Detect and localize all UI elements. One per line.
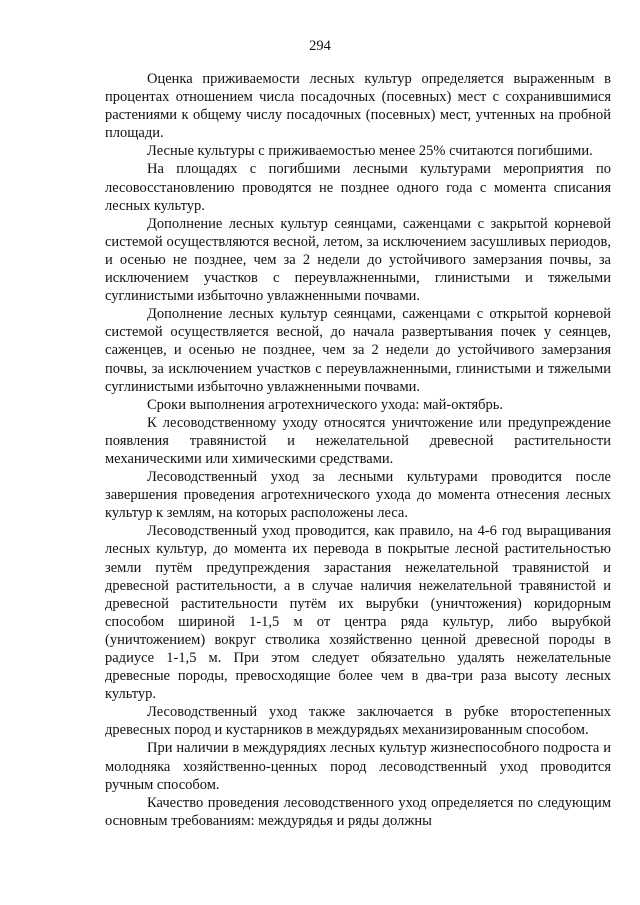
paragraph: Лесоводственный уход проводится, как правило, на 4-6 год выращивания лесных культур, до момента их перевода в покрытые лесной растительностью земли путём предупреждения зарастания нежелательной травянистой и древесной растительности, а в случае наличия нежелательной травянистой и древесной растительности путём их вырубки (уничтожения) коридорным способом шириной 1-1,5 м от центра ряда культур, либо вырубкой (уничтожением) вокруг стволика хозяйственно ценной древесной породы в радиусе 1-1,5 м. При этом следует обязательно удалять нежелательные древесные породы, превосходящие более чем в два-три раза высоту лесных культур.: [105, 523, 611, 703]
paragraph: Лесные культуры с приживаемостью менее 25% считаются погибшими.: [147, 143, 593, 160]
paragraph: При наличии в междурядиях лесных культур жизнеспособного подроста и молодняка хозяйственно-ценных пород лесоводственный уход проводится ручным способом.: [105, 740, 611, 793]
paragraph: На площадях с погибшими лесными культурами мероприятия по лесовосстановлению проводятся не позднее одного года с момента списания лесных культур.: [105, 161, 611, 214]
paragraph: Сроки выполнения агротехнического ухода: май-октябрь.: [147, 396, 503, 413]
body-text: [105, 70, 611, 830]
page-number: 294: [309, 38, 331, 54]
paragraph: Лесоводственный уход также заключается в рубке второстепенных древесных пород и кустарников в междурядьях механизированным способом.: [105, 704, 611, 739]
paragraph: Лесоводственный уход за лесными культурами проводится после завершения проведения агротехнического ухода до момента отнесения лесных культур к землям, на которых расположены леса.: [105, 469, 611, 522]
paragraph: Оценка приживаемости лесных культур определяется выраженным в процентах отношением числа посадочных (посевных) мест с сохранившимися растениями к общему числу посадочных (посевных) мест, учтенных на пробной площади.: [105, 71, 611, 142]
paragraph: Качество проведения лесоводственного уход определяется по следующим основным требованиям: междурядья и ряды должны: [105, 794, 611, 829]
paragraph: К лесоводственному уходу относятся уничтожение или предупреждение появления травянистой и нежелательной древесной растительности механическими или химическими средствами.: [105, 414, 611, 467]
paragraph: Дополнение лесных культур сеянцами, саженцами с открытой корневой системой осуществляется весной, до начала развертывания почек у сеянцев, саженцев, и осенью не позднее, чем за 2 недели до устойчивого замерзания почвы, за исключением участков с переувлажненными, глинистыми и тяжелыми суглинистыми избыточно увлажненными почвами.: [105, 306, 611, 395]
paragraph: Дополнение лесных культур сеянцами, саженцами с закрытой корневой системой осуществляются весной, летом, за исключением засушливых периодов, и осенью не позднее, чем за 2 недели до устойчивого замерзания почвы, за исключением участков с переувлажненными, глинистыми и тяжелыми суглинистыми избыточно увлажненными почвами.: [105, 215, 611, 305]
